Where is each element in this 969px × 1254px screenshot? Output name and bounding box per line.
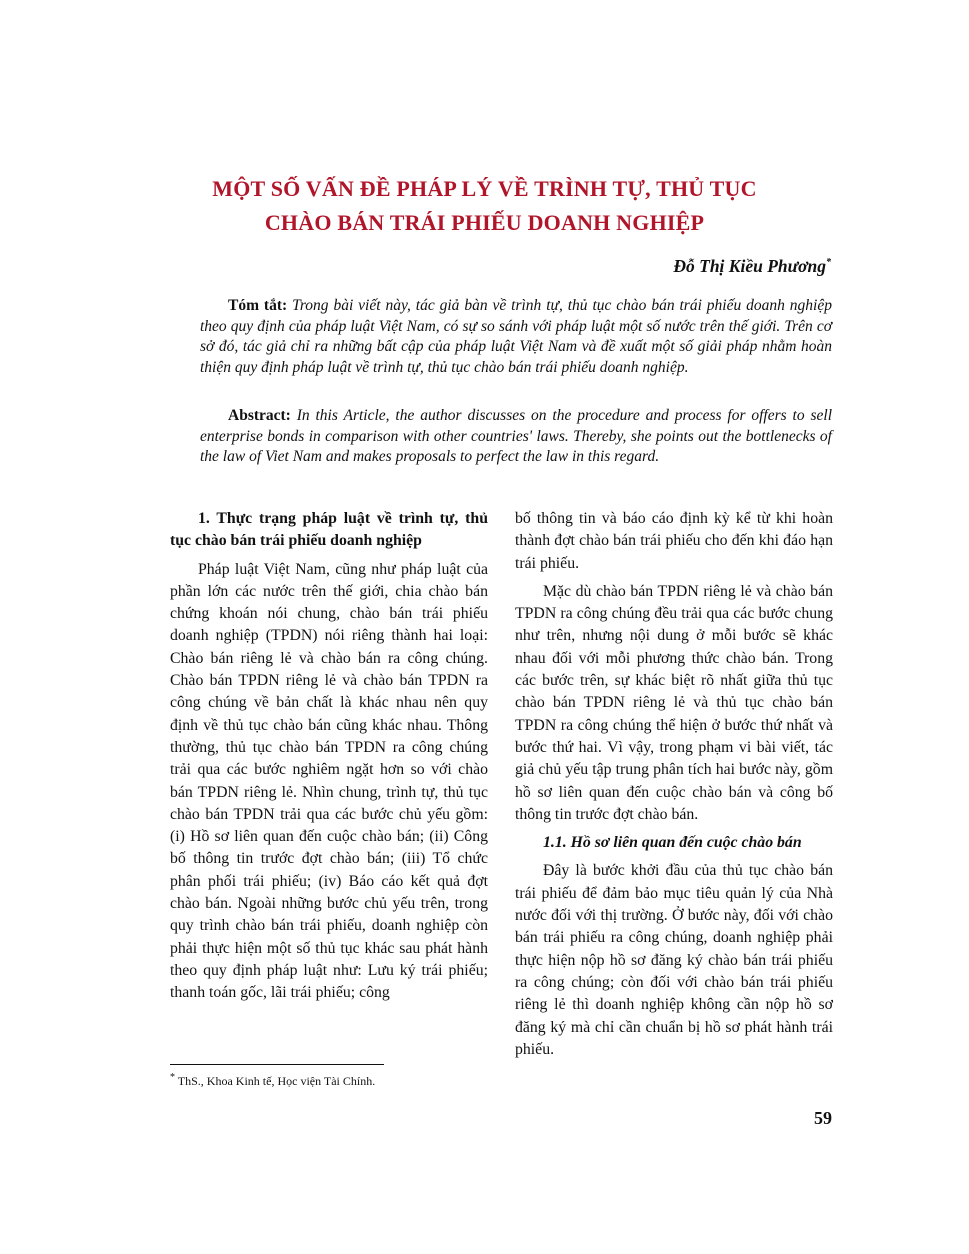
footnote-text: ThS., Khoa Kinh tế, Học viện Tài Chính.	[177, 1074, 376, 1088]
left-column	[170, 508, 488, 1005]
abstract-vi-label: Tóm tắt:	[228, 297, 288, 314]
author-byline	[673, 256, 831, 277]
right-column	[515, 508, 833, 1061]
title-line-1: MỘT SỐ VẤN ĐỀ PHÁP LÝ VỀ TRÌNH TỰ, THỦ TỤC	[212, 176, 757, 201]
abstract-vietnamese	[200, 296, 832, 378]
subsection-heading: 1.1. Hồ sơ liên quan đến cuộc chào bán	[543, 834, 802, 852]
title-line-2: CHÀO BÁN TRÁI PHIẾU DOANH NGHIỆP	[264, 210, 705, 235]
left-paragraph: Pháp luật Việt Nam, cũng như pháp luật của phần lớn các nước trên thế giới, chia chào bán chứng khoán nói chung, chào bán trái phiếu doanh nghiệp (TPDN) nói riêng thành hai loại: Chào bán riêng lẻ và chào bán ra công chúng. Chào bán TPDN riêng lẻ và chào bán TPDN ra công chúng về bản chất là khác nhau nên quy định về thủ tục chào bán cũng khác nhau. Thông thường, thủ tục chào bán TPDN ra công chúng trải qua các bước nghiêm ngặt hơn so với chào bán TPDN riêng lẻ. Nhìn chung, trình tự, thủ tục chào bán TPDN trải qua các bước chủ yếu gồm: (i) Hồ sơ liên quan đến cuộc chào bán; (ii) Công bố thông tin trước đợt chào bán; (iii) Tổ chức phân phối trái phiếu; (iv) Báo cáo kết quả đợt chào bán. Ngoài những bước chủ yếu trên, trong quy trình chào bán trái phiếu, doanh nghiệp còn phải thực hiện một số thủ tục khác sau phát hành theo quy định pháp luật như: Lưu ký trái phiếu; thanh toán gốc, lãi trái phiếu; công	[170, 560, 488, 1002]
abstract-vi-text: Trong bài viết này, tác giả bàn về trình tự, thủ tục chào bán trái phiếu doanh nghiệp theo quy định của pháp luật Việt Nam, có sự so sánh với pháp luật một số nước trên thế giới. Trên cơ sở đó, tác giả chỉ ra những bất cập của pháp luật Việt Nam và đề xuất một số giải pháp nhằm hoàn thiện quy định pháp luật về trình tự, thủ tục chào bán trái phiếu doanh nghiệp.	[200, 297, 832, 376]
section-heading: 1. Thực trạng pháp luật về trình tự, thủ tục chào bán trái phiếu doanh nghiệp	[170, 510, 488, 550]
page-number: 59	[814, 1108, 832, 1128]
footnote	[170, 1072, 375, 1089]
footnote-mark: *	[170, 1072, 175, 1083]
right-paragraph-3: Đây là bước khởi đầu của thủ tục chào bán trái phiếu để đảm bảo mục tiêu quản lý của Nhà nước đối với thị trường. Ở bước này, đối với chào bán trái phiếu ra công chúng, doanh nghiệp phải thực hiện nộp hồ sơ đăng ký chào bán trái phiếu ra công chúng; còn đối với chào bán trái phiếu riêng lẻ thì doanh nghiệp không cần nộp hồ sơ đăng ký mà chỉ cần chuẩn bị hồ sơ phát hành trái phiếu.	[515, 862, 833, 1058]
author-footnote-mark: *	[826, 257, 831, 269]
article-title	[0, 172, 969, 240]
abstract-en-text: In this Article, the author discusses on the procedure and process for offers to sell enterprise bonds in comparison with other countries' laws. Thereby, she points out the bottlenecks of the law of Viet Nam and makes proposals to perfect the law in this regard.	[200, 407, 832, 466]
author-name: Đỗ Thị Kiều Phương	[673, 256, 826, 276]
footnote-divider	[170, 1064, 384, 1065]
abstract-en-label: Abstract:	[228, 407, 291, 424]
right-continuation-paragraph: bố thông tin và báo cáo định kỳ kể từ khi hoàn thành đợt chào bán trái phiếu cho đến khi đáo hạn trái phiếu.	[515, 510, 833, 572]
right-paragraph-2: Mặc dù chào bán TPDN riêng lẻ và chào bán TPDN ra công chúng đều trải qua các bước chung như trên, nhưng nội dung ở mỗi bước sẽ khác nhau đối với mỗi phương thức chào bán. Trong các bước trên, sự khác biệt rõ nhất giữa thủ tục chào bán TPDN riêng lẻ và thủ tục chào bán TPDN ra công chúng thể hiện ở bước thứ nhất và bước thứ hai. Vì vậy, trong phạm vi bài viết, tác giả chủ yếu tập trung phân tích hai bước này, gồm hồ sơ liên quan đến cuộc chào bán và công bố thông tin trước đợt chào bán.	[515, 582, 833, 823]
abstract-english	[200, 406, 832, 468]
